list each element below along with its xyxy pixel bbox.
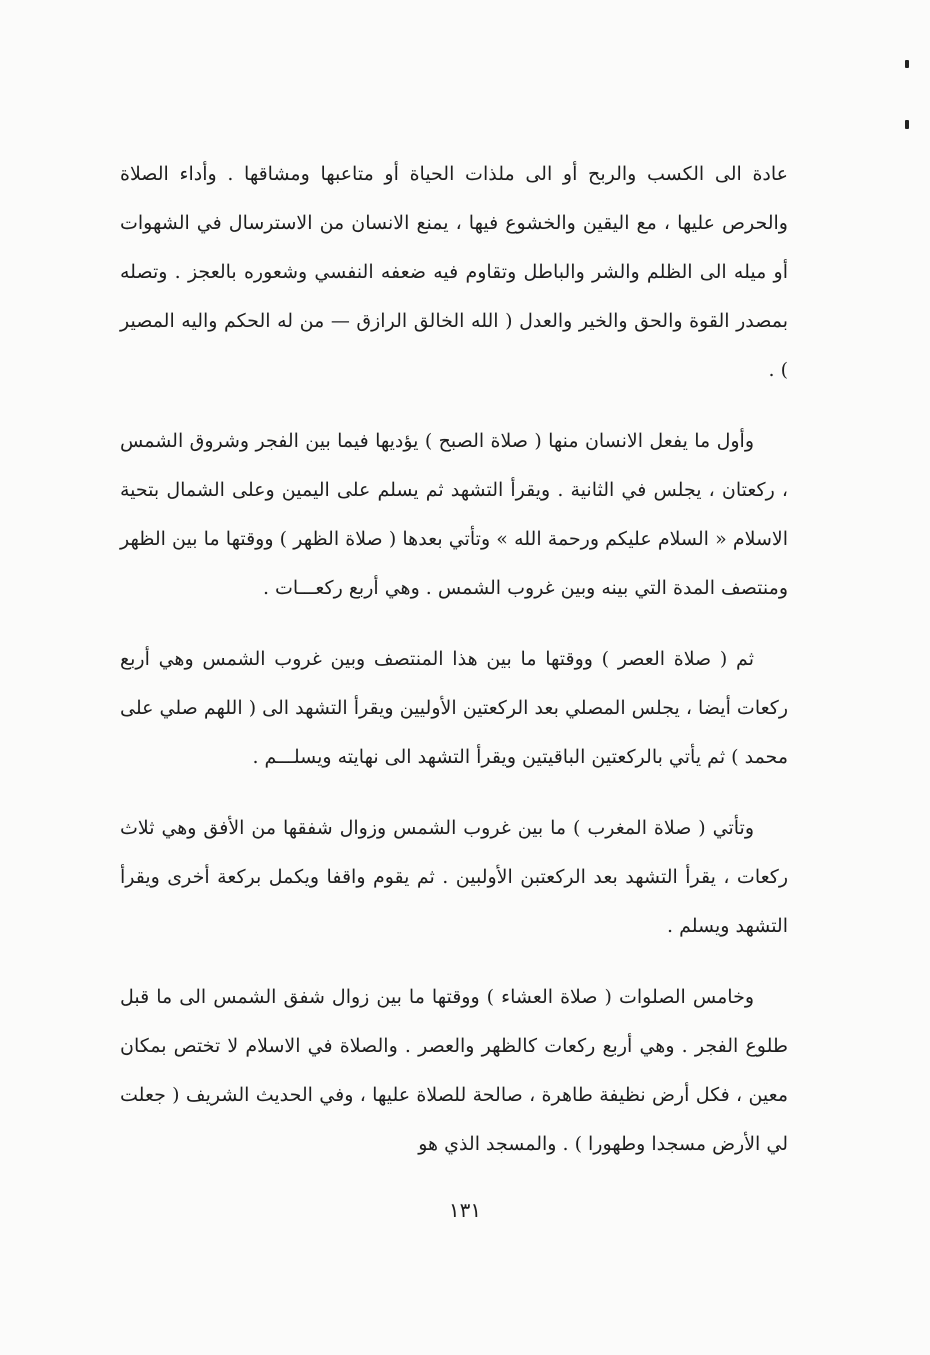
margin-mark: [905, 120, 909, 129]
page-number: ١٣١: [448, 1198, 482, 1222]
paragraph-3: ثم ( صلاة العصر ) ووقتها ما بين هذا المنتصف وبين غروب الشمس وهي أربع ركعات أيضا ، يجلس المصلي بعد الركعتين الأوليين ويقرأ التشهد الى ( اللهم صلي على محمد ) ثم يأتي بالركعتين الباقيتين ويقرأ التشهد الى نهايته ويسلـــم .: [120, 648, 788, 768]
paragraph-4: وتأتي ( صلاة المغرب ) ما بين غروب الشمس وزوال شفقها من الأفق وهي ثلاث ركعات ، يقرأ التشهد بعد الركعتبن الأولبين . ثم يقوم واقفا ويكمل بركعة أخرى ويقرأ التشهد ويسلم .: [120, 817, 788, 937]
margin-mark: [905, 60, 909, 68]
paragraph-2: وأول ما يفعل الانسان منها ( صلاة الصبح ) يؤديها فيما بين الفجر وشروق الشمس ، ركعتان ، يجلس في الثانية . ويقرأ التشهد ثم يسلم على اليمين وعلى الشمال بتحية الاسلام « السلام عليكم ورحمة الله » وتأتي بعدها ( صلاة الظهر ) ووقتها ما بين الظهر ومنتصف المدة التي بينه وبين غروب الشمس . وهي أربع ركعـــات .: [120, 430, 788, 599]
body-text: [120, 150, 788, 1191]
paragraph-5: وخامس الصلوات ( صلاة العشاء ) ووقتها ما بين زوال شفق الشمس الى ما قبل طلوع الفجر . وهي أربع ركعات كالظهر والعصر . والصلاة في الاسلام لا تختص بمكان معين ، فكل أرض نظيفة طاهرة ، صالحة للصلاة عليها ، وفي الحديث الشريف ( جعلت لي الأرض مسجدا وطهورا ) . والمسجد الذي هو: [120, 986, 788, 1155]
paragraph-1: عادة الى الكسب والربح أو الى ملذات الحياة أو متاعبها ومشاقها . وأداء الصلاة والحرص عليها ، مع اليقين والخشوع فيها ، يمنع الانسان من الاسترسال في الشهوات أو ميله الى الظلم والشر والباطل وتقاوم فيه ضعفه النفسي وشعوره بالعجز . وتصله بمصدر القوة والحق والخير والعدل ( الله الخالق الرازق — من له الحكم واليه المصير ) .: [120, 163, 788, 381]
